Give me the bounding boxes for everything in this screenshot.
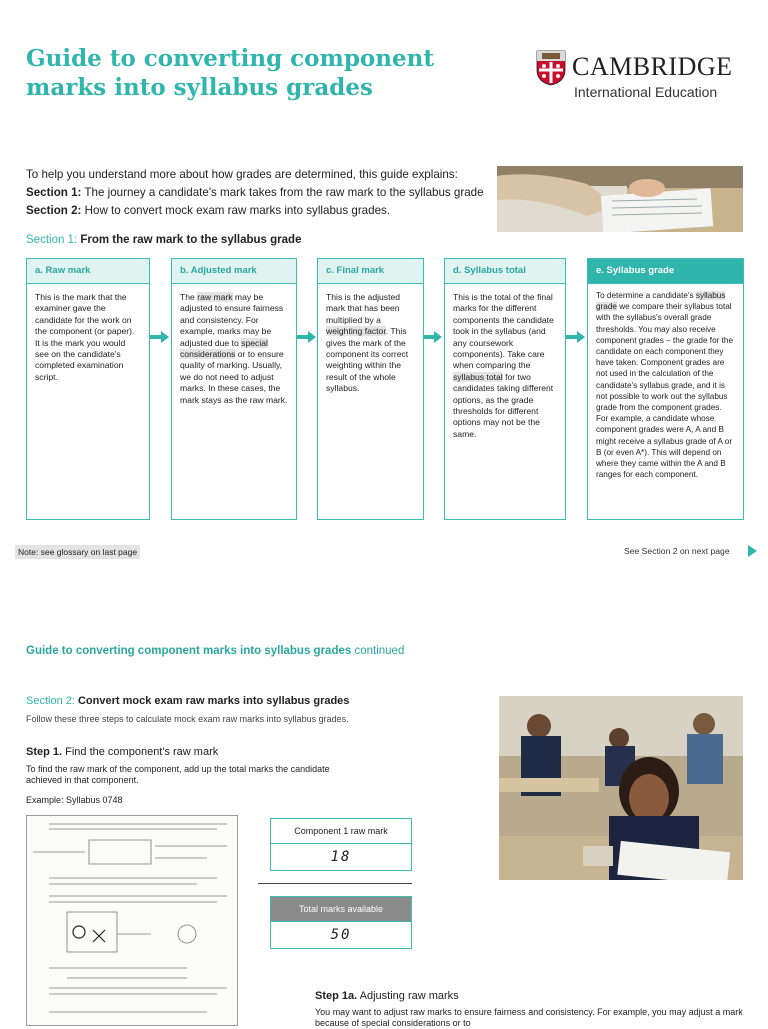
logo-subtitle: International Education <box>574 84 718 100</box>
box-text: To determine a candidate's syllabus grade we compare their syllabus total with the syllabus's overall grade thresholds. You may also receive component grades – the grade for the candidate on each component they have taken. Component grades are not used in the calculation of the candidate's syllabus grade, and it is not possible to work out the syllabus grade from the component grades. For example, a candidate whose component grades were A, A and B might receive a syllabus grade of A or B (or even A*). This will depend on where they came within the A and B ranges for each component. <box>596 291 734 480</box>
example-label: Example: Syllabus 0748 <box>26 795 123 805</box>
box-syllabus-total <box>444 258 566 520</box>
box-adjusted-mark <box>171 258 297 520</box>
box-heading: e. Syllabus grade <box>588 259 743 284</box>
exam-script-image <box>26 815 238 1026</box>
box-heading: a. Raw mark <box>27 259 149 284</box>
box-heading: c. Final mark <box>318 259 423 284</box>
box-heading: b. Adjusted mark <box>172 259 296 284</box>
box-raw-mark <box>26 258 150 520</box>
exam-paper-photo <box>497 166 743 232</box>
see-next-link[interactable]: See Section 2 on next page <box>624 546 730 556</box>
box-text: This is the total of the final marks for the different components the candidate took in the syllabus (and any coursework components). Take care when comparing the syllabus total for two candidates taking different options, as the grade thresholds for different options may not be the same. <box>453 292 554 439</box>
box-syllabus-grade <box>587 258 744 520</box>
intro-paragraph: To help you understand more about how grades are determined, this guide explains: Section 1: The journey a candidate's mark takes from the raw mark to the syllabus grade Section 2: How to convert mock exam raw marks into syllabus grades. <box>26 168 484 217</box>
glossary-note: Note: see glossary on last page <box>15 545 140 559</box>
total-marks-box <box>270 896 412 949</box>
section2-subtitle: Follow these three steps to calculate mock exam raw marks into syllabus grades. <box>26 714 349 724</box>
total-marks-value: 50 <box>330 927 352 943</box>
next-arrow-icon[interactable] <box>748 545 757 557</box>
arrow-right-icon <box>297 330 317 344</box>
box-text: This is the adjusted mark that has been multiplied by a weighting factor. This gives the mark of the component its correct weighting within the result of the whole syllabus. <box>326 292 409 394</box>
exam-hall-photo <box>499 696 743 880</box>
box-heading: d. Syllabus total <box>445 259 565 284</box>
component-raw-mark-box <box>270 818 412 871</box>
step1a-heading: Step 1a. Adjusting raw marks <box>315 990 459 1002</box>
total-marks-label: Total marks available <box>271 897 411 922</box>
component-raw-mark-label: Component 1 raw mark <box>271 819 411 844</box>
divider <box>258 883 412 884</box>
cambridge-shield-icon <box>536 50 566 86</box>
arrow-right-icon <box>566 330 586 344</box>
section1-heading: Section 1: From the raw mark to the syllabus grade <box>26 234 302 246</box>
component-raw-mark-value: 18 <box>330 849 352 865</box>
box-final-mark <box>317 258 424 520</box>
logo-wordmark: CAMBRIDGE <box>572 52 733 81</box>
box-text: The raw mark may be adjusted to ensure fairness and consistency. For example, marks may be adjusted due to special considerations or to ensure quality of marking. Usually, we do not need to adjust marks. In these cases, the mark stays as the raw mark. <box>180 292 288 405</box>
step1-heading: Step 1. Find the component's raw mark <box>26 746 219 758</box>
page2-title: Guide to converting component marks into syllabus grades continued <box>26 645 405 657</box>
arrow-right-icon <box>150 330 170 344</box>
arrow-right-icon <box>423 330 443 344</box>
page-title: Guide to converting component marks into syllabus grades <box>26 45 434 101</box>
box-text: This is the mark that the examiner gave the candidate for the work on the component (or paper). It is the mark you would see on the candidate's completed examination script. <box>35 292 135 382</box>
step1a-text: You may want to adjust raw marks to ensure fairness and consistency. For example, you may adjust a mark because of special considerations or to <box>315 1007 743 1028</box>
section2-heading: Section 2: Convert mock exam raw marks into syllabus grades <box>26 695 350 707</box>
step1-text: To find the raw mark of the component, add up the total marks the candidate achieved in that component. <box>26 764 330 785</box>
